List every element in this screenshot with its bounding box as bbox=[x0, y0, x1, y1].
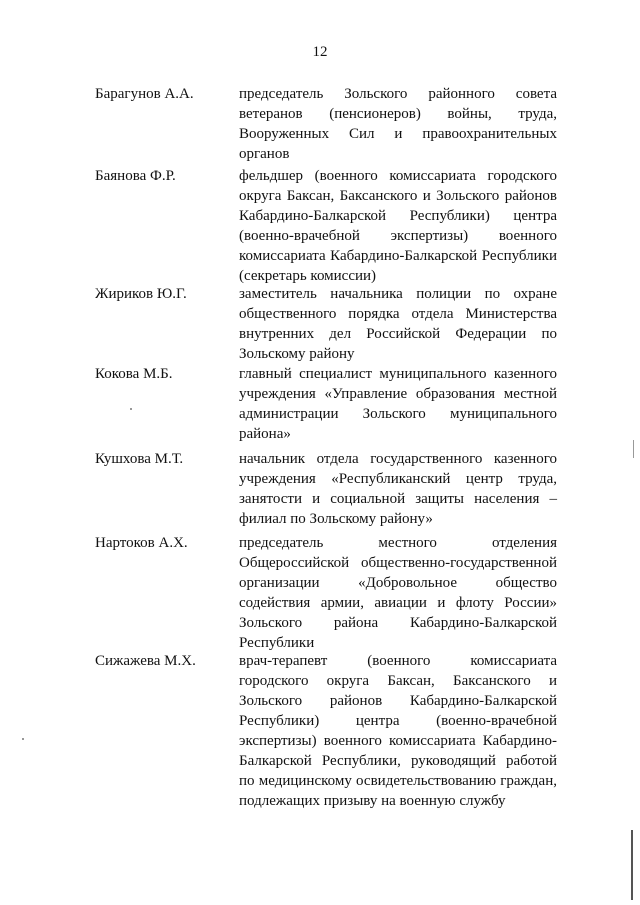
member-name: Кокова М.Б. bbox=[95, 366, 173, 382]
member-role: заместитель начальника полиции по охране общественного порядка отдела Министерства внутренних дел Российской Федерации по Зольскому району bbox=[239, 286, 557, 362]
scan-edge-line bbox=[631, 830, 633, 900]
member-name: Нартоков А.Х. bbox=[95, 535, 188, 551]
member-name: Барагунов А.А. bbox=[95, 86, 194, 102]
scan-speck bbox=[22, 738, 24, 740]
member-role: фельдшер (военного комиссариата городского округа Баксан, Баксанского и Зольского районов Кабардино-Балкарской Республики) центра (военно-врачебной экспертизы) военного комиссариата Кабардино-Балкарской Республики (секретарь комиссии) bbox=[239, 168, 557, 284]
member-role: председатель местного отделения Общероссийской общественно-государственной организации «Добровольное общество содействия армии, авиации и флоту России» Зольского района Кабардино-Балкарской Республики bbox=[239, 535, 557, 651]
member-role: главный специалист муниципального казенного учреждения «Управление образования местной администрации Зольского муниципального района» bbox=[239, 366, 557, 442]
member-name: Жириков Ю.Г. bbox=[95, 286, 187, 302]
member-name: Баянова Ф.Р. bbox=[95, 168, 176, 184]
page-number: 12 bbox=[312, 44, 328, 60]
scan-speck bbox=[130, 408, 132, 410]
member-name: Сижажева М.Х. bbox=[95, 653, 196, 669]
member-role: врач-терапевт (военного комиссариата городского округа Баксан, Баксанского и Зольского районов Кабардино-Балкарской Республики) центра (военно-врачебной экспертизы) военного комиссариата Кабардино-Балкарской Республики, руководящий работой по медицинскому освидетельствованию граждан, подлежащих призыву на военную службу bbox=[239, 653, 557, 809]
member-name: Кушхова М.Т. bbox=[95, 451, 184, 467]
member-role: начальник отдела государственного казенного учреждения «Республиканский центр труда, занятости и социальной защиты населения – филиал по Зольскому району» bbox=[239, 451, 557, 527]
scan-edge-mark bbox=[633, 440, 634, 458]
member-role: председатель Зольского районного совета ветеранов (пенсионеров) войны, труда, Вооруженных Сил и правоохранительных органов bbox=[239, 86, 557, 162]
